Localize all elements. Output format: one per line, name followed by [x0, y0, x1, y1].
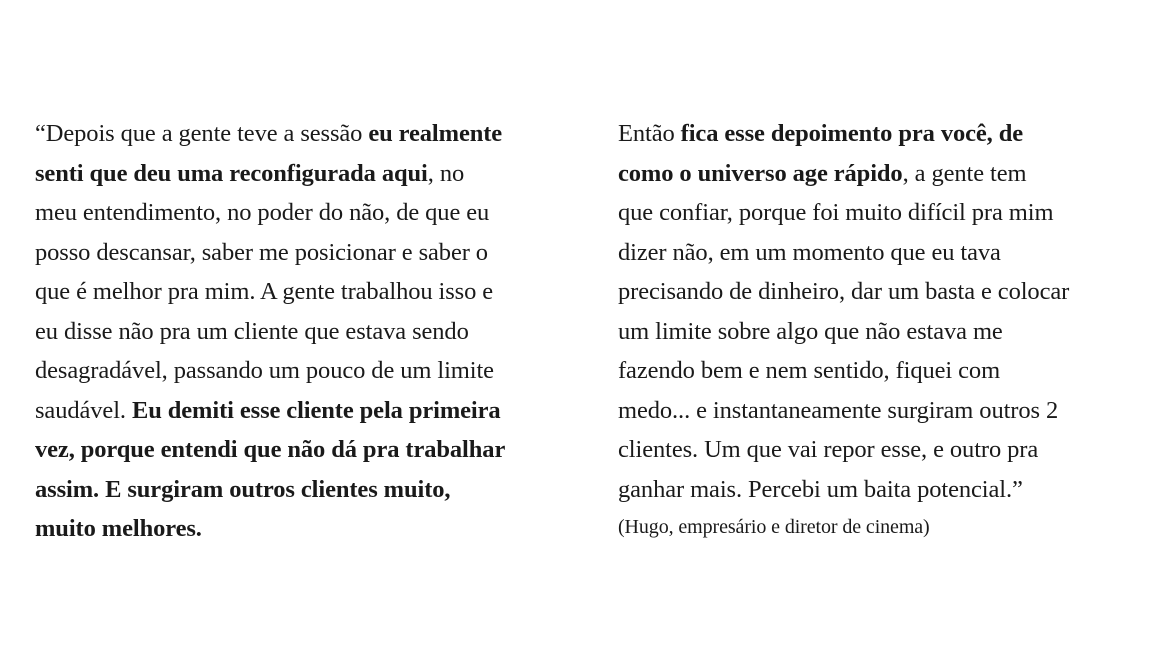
body-text: desagradável, passando um pouco de um limite [35, 357, 494, 384]
testimonial-attribution: (Hugo, empresário e diretor de cinema) [618, 516, 930, 538]
testimonial-line [618, 154, 1148, 194]
body-text: dizer não, em um momento que eu tava [618, 238, 1001, 266]
emphasized-text: fica esse depoimento pra você, de [680, 120, 1024, 147]
body-text: precisando de dinheiro, dar um basta e colocar [618, 278, 1070, 305]
testimonial-line [618, 391, 1148, 431]
testimonial-line [618, 233, 1148, 273]
testimonial-line [618, 114, 1148, 154]
body-text: posso descansar, saber me posicionar e saber o [35, 238, 488, 266]
body-text: medo... e instantaneamente surgiram outros 2 [618, 396, 1059, 424]
body-text: que é melhor pra mim. A gente trabalhou isso e [35, 278, 494, 305]
testimonial-line [35, 312, 595, 352]
testimonial-line [35, 154, 595, 194]
body-text: saudável. [35, 396, 132, 424]
testimonial-line [35, 430, 595, 470]
testimonial-line [618, 430, 1148, 470]
testimonial-line [618, 351, 1148, 391]
emphasized-text: como o universo age rápido [618, 159, 903, 187]
testimonial-line [35, 114, 595, 154]
testimonial-line [35, 391, 595, 431]
body-text: , no [427, 159, 465, 187]
testimonial-line [35, 509, 595, 549]
body-text: fazendo bem e nem sentido, fiquei com [618, 357, 1001, 384]
emphasized-text: Eu demiti esse cliente pela primeira [131, 396, 501, 424]
emphasized-text: assim. E surgiram outros clientes muito, [35, 475, 451, 503]
emphasized-text: eu realmente [368, 120, 503, 147]
emphasized-text: vez, porque entendi que não dá pra trabalhar [35, 436, 506, 463]
body-text: clientes. Um que vai repor esse, e outro pra [618, 436, 1039, 463]
testimonial-line [35, 193, 595, 233]
testimonial-line [35, 351, 595, 391]
body-text: eu disse não pra um cliente que estava sendo [35, 317, 469, 345]
testimonial-line [618, 312, 1148, 352]
body-text: , a gente tem [902, 159, 1027, 187]
emphasized-text: muito melhores. [35, 515, 202, 542]
testimonial-line [35, 233, 595, 273]
body-text: Então [618, 120, 681, 147]
testimonial-line [35, 470, 595, 510]
body-text: ganhar mais. Percebi um baita potencial.” [618, 475, 1023, 503]
emphasized-text: senti que deu uma reconfigurada aqui [35, 159, 428, 187]
body-text: que confiar, porque foi muito difícil pra mim [618, 199, 1054, 226]
testimonial-right-column [618, 114, 1148, 545]
testimonial-line [35, 272, 595, 312]
body-text: um limite sobre algo que não estava me [618, 317, 1003, 345]
body-text: meu entendimento, no poder do não, de que eu [35, 199, 490, 226]
testimonial-line [618, 272, 1148, 312]
testimonial-right-lines [618, 114, 1148, 509]
testimonial-line [618, 193, 1148, 233]
body-text: “Depois que a gente teve a sessão [35, 120, 369, 147]
testimonial-line [618, 470, 1148, 510]
testimonial-left-column [35, 114, 595, 549]
